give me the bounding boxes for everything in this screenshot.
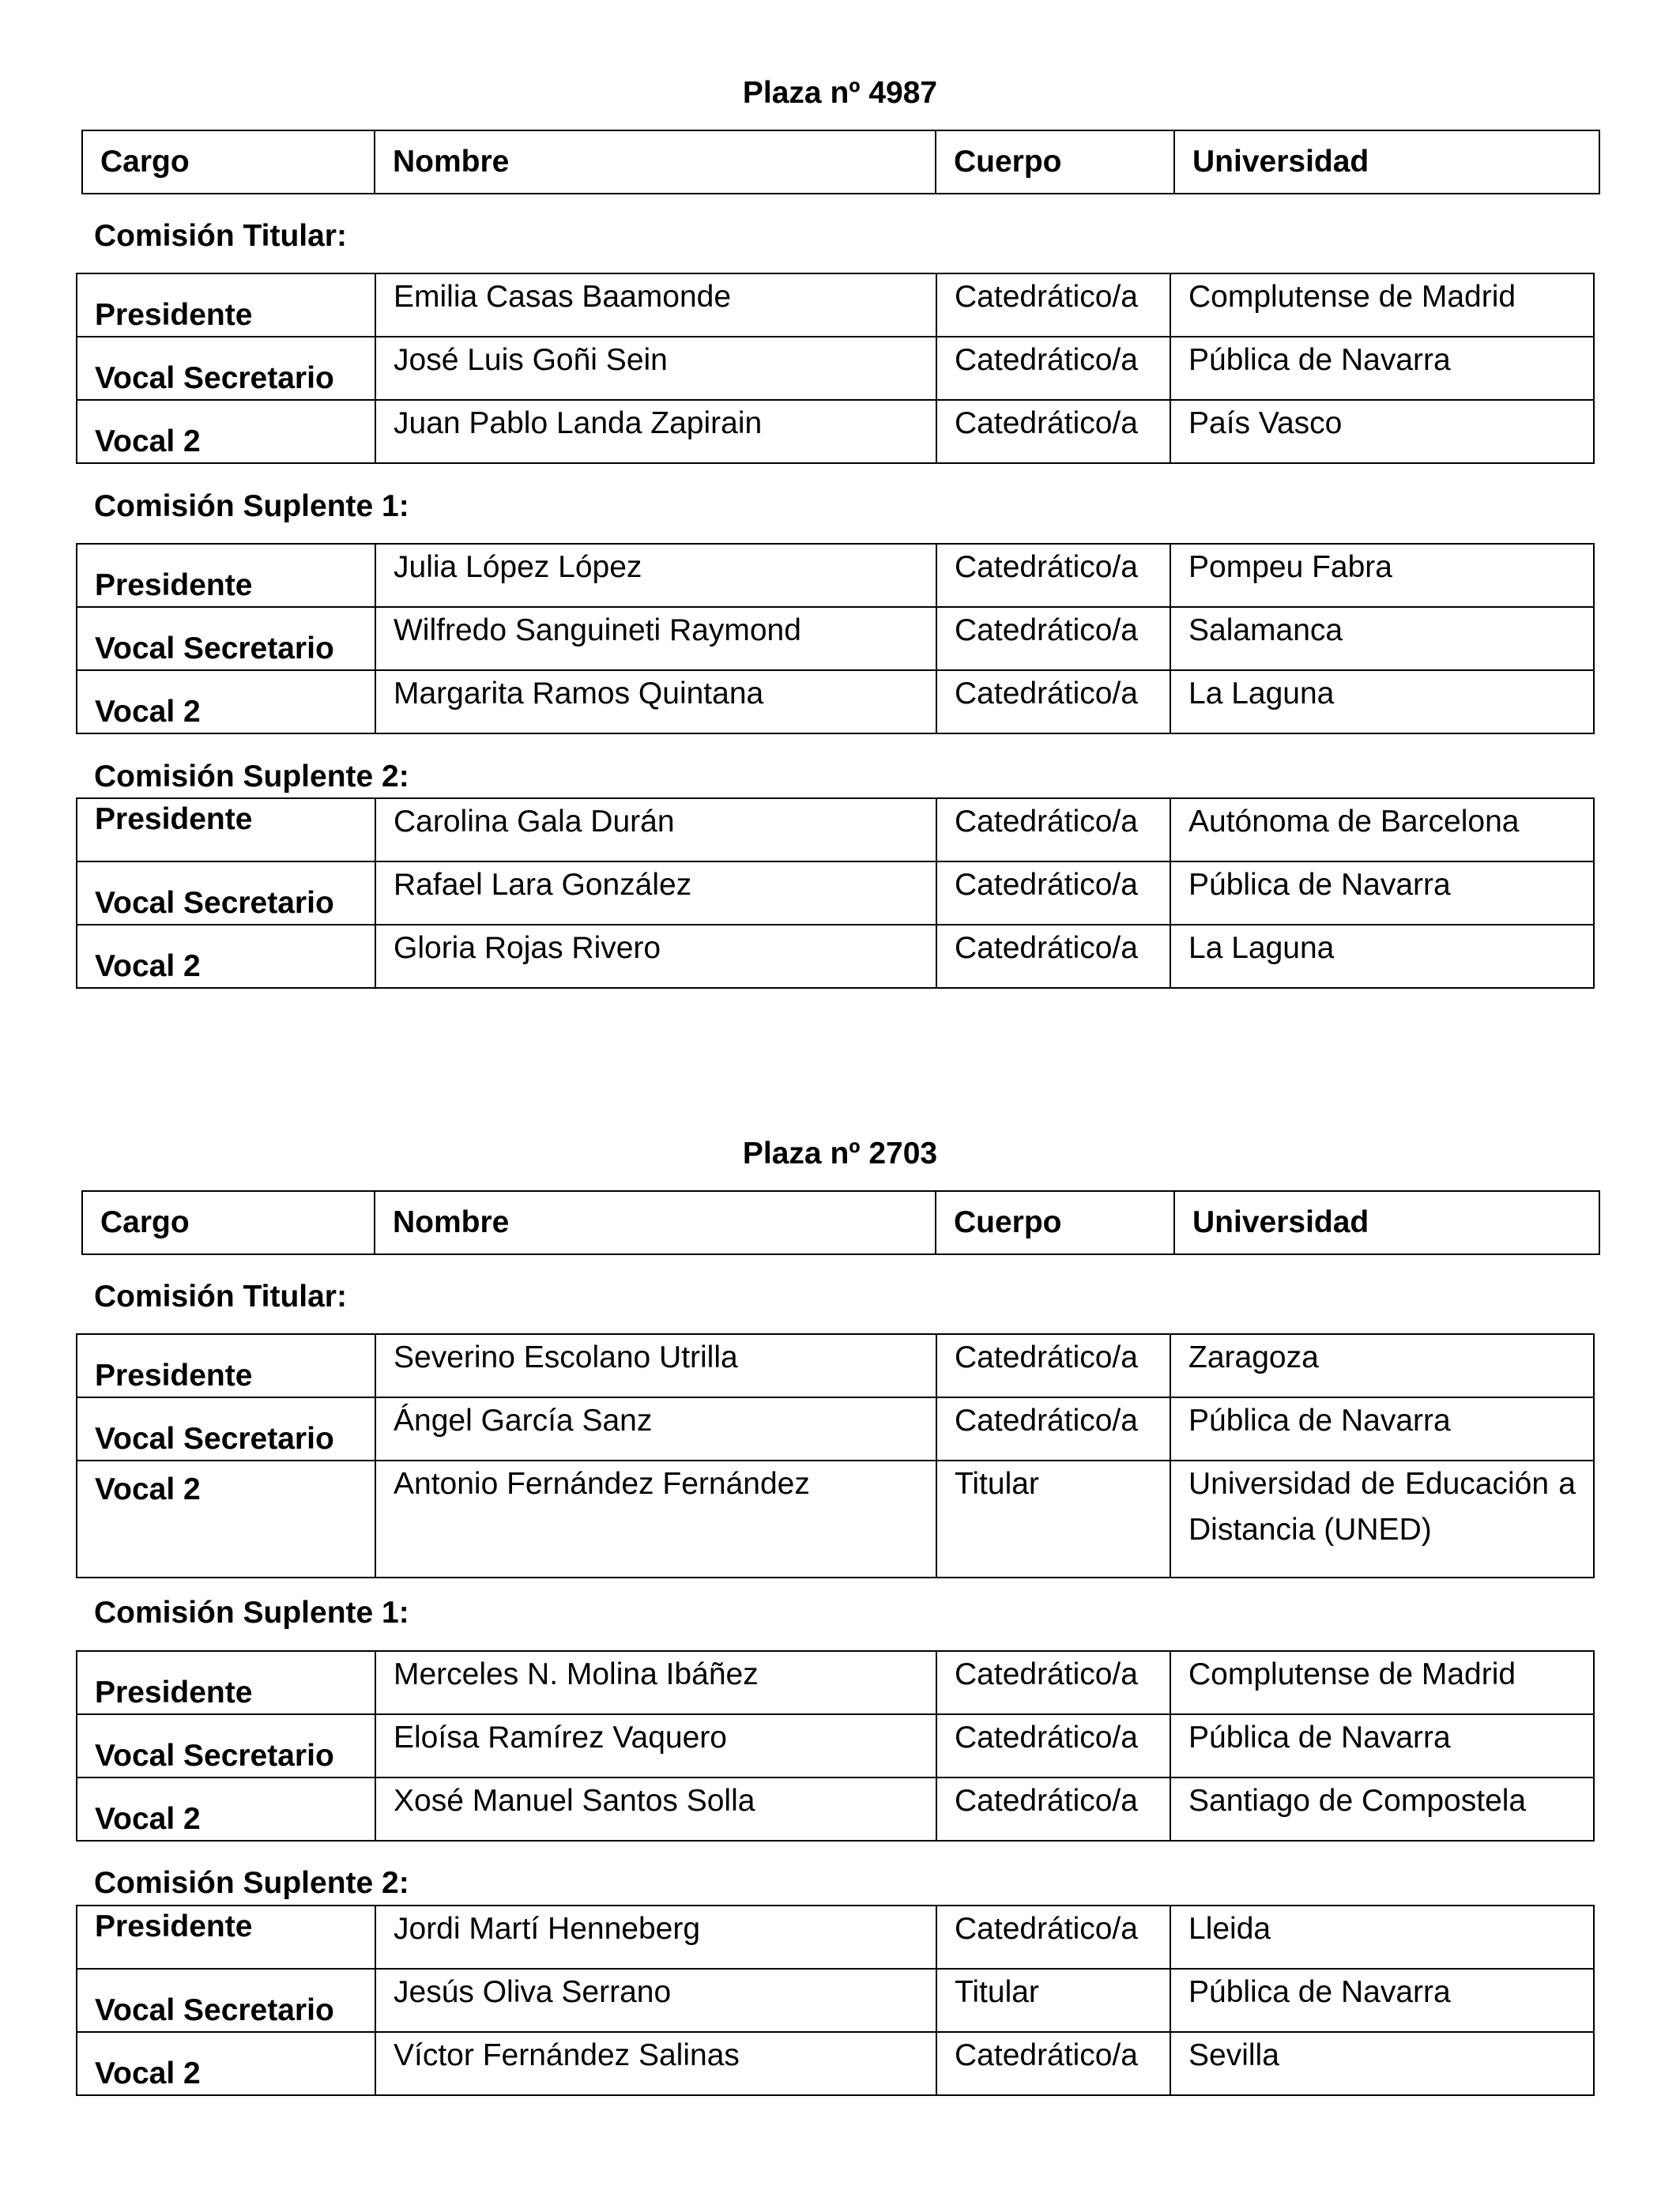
comision-suplente-1-label: Comisión Suplente 1:: [94, 489, 409, 523]
table-row: [77, 1397, 1594, 1461]
table-row: [77, 1461, 1594, 1578]
header-cuerpo: Cuerpo: [936, 130, 1174, 194]
nombre-cell: Rafael Lara González: [375, 861, 936, 925]
universidad-cell: Complutense de Madrid: [1170, 273, 1594, 337]
cuerpo-cell: Catedrático/a: [936, 670, 1170, 733]
cargo-cell: Vocal Secretario: [77, 861, 375, 925]
table-row: [77, 1777, 1594, 1841]
nombre-cell: Ángel García Sanz: [375, 1397, 936, 1461]
comision-suplente-1-table: [76, 1650, 1595, 1842]
nombre-cell: Margarita Ramos Quintana: [375, 670, 936, 733]
nombre-cell: Merceles N. Molina Ibáñez: [375, 1651, 936, 1714]
table-row: [77, 400, 1594, 463]
comision-suplente-2-table: [76, 1905, 1595, 2096]
comision-titular-label: Comisión Titular:: [94, 1280, 347, 1314]
universidad-cell: Pública de Navarra: [1170, 1397, 1594, 1461]
cuerpo-cell: Catedrático/a: [936, 925, 1170, 988]
nombre-cell: Carolina Gala Durán: [375, 798, 936, 861]
comision-suplente-1-label: Comisión Suplente 1:: [94, 1596, 409, 1630]
universidad-cell: Pública de Navarra: [1170, 337, 1594, 400]
table-row: [77, 1651, 1594, 1714]
table-row: [77, 544, 1594, 607]
cuerpo-cell: Catedrático/a: [936, 1651, 1170, 1714]
cargo-cell: Presidente: [77, 1906, 375, 1969]
table-row: [77, 337, 1594, 400]
header-cargo: Cargo: [82, 1191, 375, 1254]
cuerpo-cell: Catedrático/a: [936, 1777, 1170, 1841]
cuerpo-cell: Catedrático/a: [936, 798, 1170, 861]
universidad-cell: Salamanca: [1170, 607, 1594, 670]
table-row: [77, 1714, 1594, 1777]
table-row: [77, 861, 1594, 925]
universidad-cell: Sevilla: [1170, 2032, 1594, 2095]
plaza-title: Plaza nº 4987: [742, 76, 938, 110]
universidad-cell: Lleida: [1170, 1906, 1594, 1969]
cargo-cell: Presidente: [77, 798, 375, 861]
nombre-cell: Antonio Fernández Fernández: [375, 1461, 936, 1578]
cuerpo-cell: Catedrático/a: [936, 1334, 1170, 1397]
cuerpo-cell: Catedrático/a: [936, 337, 1170, 400]
header-universidad: Universidad: [1174, 130, 1599, 194]
cuerpo-cell: Catedrático/a: [936, 1906, 1170, 1969]
cuerpo-cell: Catedrático/a: [936, 273, 1170, 337]
cargo-cell: Vocal 2: [77, 925, 375, 988]
cargo-cell: Vocal 2: [77, 400, 375, 463]
table-row: [77, 607, 1594, 670]
table-row: [77, 1334, 1594, 1397]
table-row: [77, 925, 1594, 988]
universidad-cell: Autónoma de Barcelona: [1170, 798, 1594, 861]
table-row: [77, 1906, 1594, 1969]
comision-suplente-2-label: Comisión Suplente 2:: [94, 760, 409, 794]
cargo-cell: Presidente: [77, 1334, 375, 1397]
universidad-cell: Pública de Navarra: [1170, 1969, 1594, 2032]
cuerpo-cell: Titular: [936, 1461, 1170, 1578]
comision-suplente-2-label: Comisión Suplente 2:: [94, 1866, 409, 1900]
header-row: [82, 130, 1599, 194]
universidad-cell: Santiago de Compostela: [1170, 1777, 1594, 1841]
comision-suplente-1-table: [76, 543, 1595, 734]
cuerpo-cell: Catedrático/a: [936, 861, 1170, 925]
cargo-cell: Vocal Secretario: [77, 1969, 375, 2032]
header-cargo: Cargo: [82, 130, 375, 194]
cargo-cell: Vocal 2: [77, 1777, 375, 1841]
universidad-cell: Pública de Navarra: [1170, 861, 1594, 925]
nombre-cell: Víctor Fernández Salinas: [375, 2032, 936, 2095]
table-row: [77, 2032, 1594, 2095]
header-nombre: Nombre: [375, 130, 936, 194]
header-table: [81, 1190, 1600, 1255]
universidad-cell: Complutense de Madrid: [1170, 1651, 1594, 1714]
cuerpo-cell: Catedrático/a: [936, 544, 1170, 607]
header-cuerpo: Cuerpo: [936, 1191, 1174, 1254]
comision-suplente-2-table: [76, 797, 1595, 989]
comision-titular-table: [76, 1333, 1595, 1578]
universidad-cell: Zaragoza: [1170, 1334, 1594, 1397]
universidad-cell: Pública de Navarra: [1170, 1714, 1594, 1777]
cargo-cell: Vocal Secretario: [77, 1714, 375, 1777]
table-row: [77, 1969, 1594, 2032]
nombre-cell: José Luis Goñi Sein: [375, 337, 936, 400]
cargo-cell: Vocal Secretario: [77, 1397, 375, 1461]
nombre-cell: Juan Pablo Landa Zapirain: [375, 400, 936, 463]
nombre-cell: Julia López López: [375, 544, 936, 607]
table-row: [77, 273, 1594, 337]
header-row: [82, 1191, 1599, 1254]
cargo-cell: Vocal 2: [77, 1461, 375, 1578]
universidad-cell: La Laguna: [1170, 925, 1594, 988]
cargo-cell: Vocal 2: [77, 670, 375, 733]
universidad-cell: Pompeu Fabra: [1170, 544, 1594, 607]
cargo-cell: Vocal Secretario: [77, 607, 375, 670]
cuerpo-cell: Catedrático/a: [936, 1714, 1170, 1777]
nombre-cell: Gloria Rojas Rivero: [375, 925, 936, 988]
cargo-cell: Presidente: [77, 1651, 375, 1714]
cuerpo-cell: Catedrático/a: [936, 2032, 1170, 2095]
header-table: [81, 130, 1600, 194]
cuerpo-cell: Titular: [936, 1969, 1170, 2032]
comision-titular-table: [76, 273, 1595, 464]
plaza-title: Plaza nº 2703: [742, 1137, 938, 1171]
cuerpo-cell: Catedrático/a: [936, 1397, 1170, 1461]
universidad-cell: La Laguna: [1170, 670, 1594, 733]
cargo-cell: Vocal 2: [77, 2032, 375, 2095]
nombre-cell: Eloísa Ramírez Vaquero: [375, 1714, 936, 1777]
universidad-cell: Universidad de Educación a Distancia (UNED): [1170, 1461, 1594, 1578]
nombre-cell: Jesús Oliva Serrano: [375, 1969, 936, 2032]
nombre-cell: Wilfredo Sanguineti Raymond: [375, 607, 936, 670]
cargo-cell: Presidente: [77, 544, 375, 607]
universidad-cell: País Vasco: [1170, 400, 1594, 463]
table-row: [77, 670, 1594, 733]
nombre-cell: Emilia Casas Baamonde: [375, 273, 936, 337]
table-row: [77, 798, 1594, 861]
cargo-cell: Vocal Secretario: [77, 337, 375, 400]
cargo-cell: Presidente: [77, 273, 375, 337]
comision-titular-label: Comisión Titular:: [94, 219, 347, 253]
header-universidad: Universidad: [1174, 1191, 1599, 1254]
cuerpo-cell: Catedrático/a: [936, 607, 1170, 670]
nombre-cell: Xosé Manuel Santos Solla: [375, 1777, 936, 1841]
cuerpo-cell: Catedrático/a: [936, 400, 1170, 463]
header-nombre: Nombre: [375, 1191, 936, 1254]
nombre-cell: Jordi Martí Henneberg: [375, 1906, 936, 1969]
nombre-cell: Severino Escolano Utrilla: [375, 1334, 936, 1397]
